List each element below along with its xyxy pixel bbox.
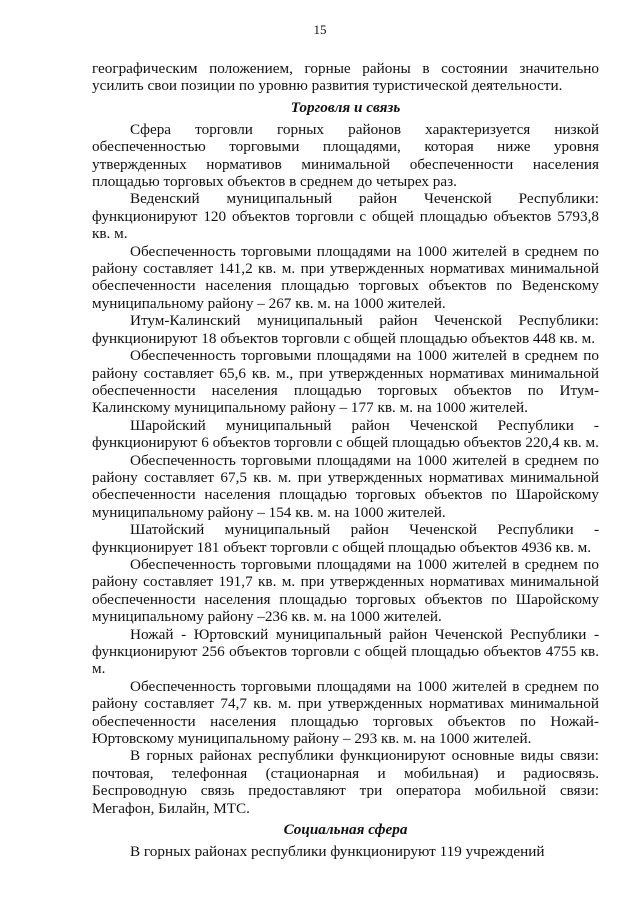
page-number: 15 [313, 22, 327, 37]
paragraph-sharoysky-coverage: Обеспеченность торговыми площадями на 1000 жителей в среднем по району составляет 67,5 кв. м. при утвержденных нормативах минимальной обеспеченности населения площадью торговых объектов по Шаройскому муниципальному району – 154 кв. м. на 1000 жителей. [92, 451, 599, 521]
section-heading-social: Социальная сфера [283, 821, 408, 839]
paragraph-itum-kalinsky-coverage: Обеспеченность торговыми площадями на 1000 жителей в среднем по району составляет 65,6 кв. м., при утвержденных нормативах минимальной обеспеченности населения площадью торговых объектов по Итум-Калинскому муниципальному району – 177 кв. м. на 1000 жителей. [92, 347, 599, 417]
paragraph-shatoysky-objects: Шатойский муниципальный район Чеченской Республики - функционирует 181 объект торговли с общей площадью объектов 4936 кв. м. [92, 521, 599, 556]
paragraph-itum-kalinsky-objects: Итум-Калинский муниципальный район Чеченской Республики: функционируют 18 объектов торговли с общей площадью объектов 448 кв. м. [92, 312, 599, 347]
paragraph-continuation: географическим положением, горные районы в состоянии значительно усилить свои позиции по уровню развития туристической деятельности. [92, 60, 599, 95]
paragraph-communications: В горных районах республики функционируют основные виды связи: почтовая, телефонная (стационарная и мобильная) и радиосвязь. Беспроводную связь предоставляют три оператора мобильной связи: Мегафон, Билайн, МТС. [92, 747, 599, 817]
paragraph-nozhay-yurtovsky-objects: Ножай - Юртовский муниципальный район Чеченской Республики - функционируют 256 объектов торговли с общей площадью объектов 4755 кв. м. [92, 625, 599, 678]
paragraph-social-intro: В горных районах республики функционируют 119 учреждений [130, 843, 545, 861]
section-heading-trade: Торговля и связь [290, 98, 401, 116]
paragraph-trade-intro: Сфера торговли горных районов характеризуется низкой обеспеченностью торговыми площадями, которая ниже уровня утвержденных нормативов минимальной обеспеченности населения площадью торговых объектов в среднем до четырех раз. [92, 120, 599, 191]
paragraph-vedensky-objects: Веденский муниципальный район Чеченской Республики: функционируют 120 объектов торговли с общей площадью объектов 5793,8 кв. м. [92, 190, 599, 243]
paragraph-shatoysky-coverage: Обеспеченность торговыми площадями на 1000 жителей в среднем по району составляет 191,7 кв. м. при утвержденных нормативах минимальной обеспеченности населения площадью торговых объектов по Шаройскому муниципальному району –236 кв. м. на 1000 жителей. [92, 555, 599, 626]
document-body [92, 60, 599, 860]
paragraph-nozhay-yurtovsky-coverage: Обеспеченность торговыми площадями на 1000 жителей в среднем по району составляет 74,7 кв. м. при утвержденных нормативах минимальной обеспеченности населения площадью торговых объектов по Ножай-Юртовскому муниципальному району – 293 кв. м. на 1000 жителей. [92, 677, 599, 748]
paragraph-sharoysky-objects: Шаройский муниципальный район Чеченской Республики - функционируют 6 объектов торговли с общей площадью объектов 220,4 кв. м. [92, 416, 599, 452]
paragraph-vedensky-coverage: Обеспеченность торговыми площадями на 1000 жителей в среднем по району составляет 141,2 кв. м. при утвержденных нормативах минимальной обеспеченности населения площадью торговых объектов по Веденскому муниципальному району – 267 кв. м. на 1000 жителей. [92, 242, 599, 312]
